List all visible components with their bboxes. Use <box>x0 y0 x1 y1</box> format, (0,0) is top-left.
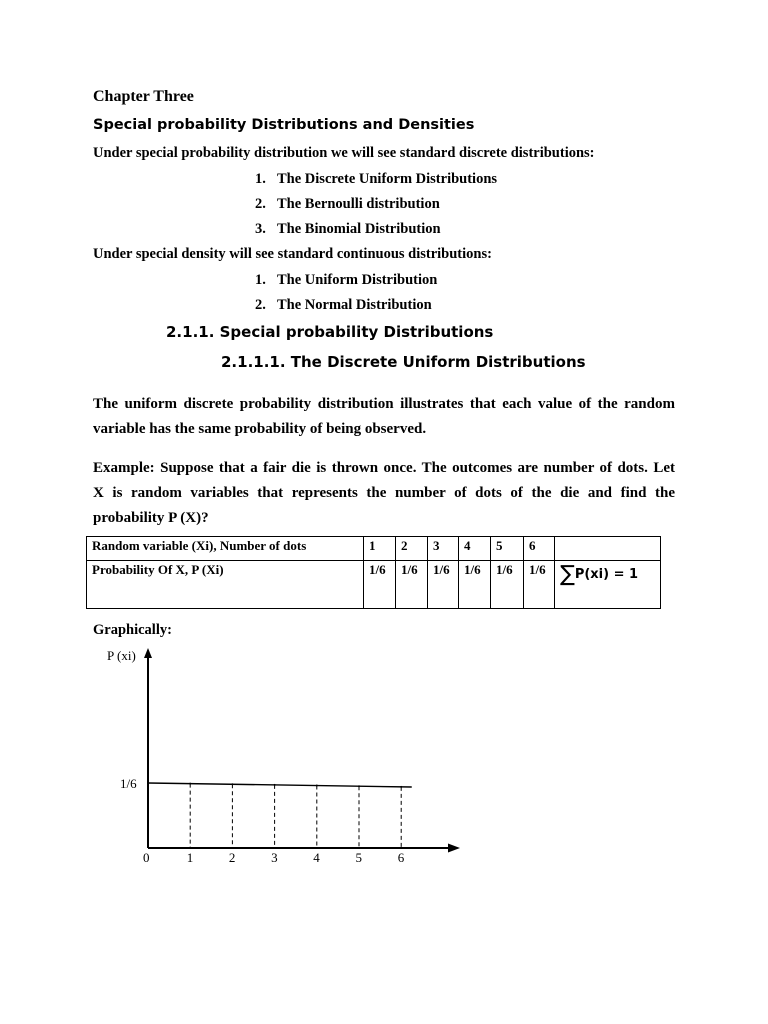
list-text: The Uniform Distribution <box>277 272 438 288</box>
list-number: 1. <box>255 272 266 288</box>
data-point <box>316 785 318 787</box>
table-cell: 1/6 <box>524 561 555 609</box>
x-tick-label: 2 <box>228 850 236 865</box>
list-text: The Normal Distribution <box>277 297 432 313</box>
subsection-title: 2.1.1. Special probability Distributions <box>166 323 494 341</box>
probability-line <box>148 783 412 787</box>
table-cell: 1/6 <box>364 561 396 609</box>
table-cell-label: Random variable (Xi), Number of dots <box>87 537 364 561</box>
table-cell: 1/6 <box>396 561 428 609</box>
table-cell: 6 <box>524 537 555 561</box>
table-cell: 1/6 <box>491 561 524 609</box>
paragraph-line: The uniform discrete probability distribution illustrates that each value of the random <box>93 396 675 412</box>
y-tick-label: 1/6 <box>120 776 137 791</box>
list-number: 2. <box>255 196 266 212</box>
table-cell: 1/6 <box>428 561 459 609</box>
table-cell: 4 <box>459 537 491 561</box>
list-number: 2. <box>255 297 266 313</box>
paragraph-line: Example: Suppose that a fair die is thrown once. The outcomes are number of dots. Let <box>93 460 675 476</box>
list-text: The Binomial Distribution <box>277 221 441 237</box>
sigma-symbol: ∑ <box>560 562 575 587</box>
x-axis-arrow <box>448 844 460 853</box>
data-point <box>231 783 233 785</box>
data-point <box>189 783 191 785</box>
table-cell: 5 <box>491 537 524 561</box>
list-number: 1. <box>255 171 266 187</box>
table-cell: 3 <box>428 537 459 561</box>
x-tick-label: 3 <box>271 850 278 865</box>
paragraph-line: X is random variables that represents the number of dots of the die and find the <box>93 485 675 501</box>
paragraph-line: probability P (X)? <box>93 510 209 526</box>
data-point <box>400 786 402 788</box>
x-tick-label: 5 <box>355 850 362 865</box>
table-cell: 2 <box>396 537 428 561</box>
data-point <box>358 785 360 787</box>
table-cell: 1 <box>364 537 396 561</box>
continuous-intro: Under special density will see standard continuous distributions: <box>93 246 492 262</box>
x-tick-label: 4 <box>313 850 320 865</box>
y-axis-label: P (xi) <box>107 648 136 663</box>
chapter-title: Chapter Three <box>93 88 194 105</box>
list-number: 3. <box>255 221 266 237</box>
graph-heading: Graphically: <box>93 622 172 638</box>
table-cell-label: Probability Of X, P (Xi) <box>87 561 364 609</box>
x-tick-label: 1 <box>186 850 194 865</box>
discrete-intro: Under special probability distribution we will see standard discrete distributions: <box>93 145 595 161</box>
y-axis-arrow <box>144 648 152 658</box>
x-tick-label: 6 <box>397 850 405 865</box>
data-point <box>274 784 276 786</box>
paragraph-line: variable has the same probability of being observed. <box>93 421 427 437</box>
table-cell: 1/6 <box>459 561 491 609</box>
list-text: The Discrete Uniform Distributions <box>277 171 498 187</box>
sum-text: P(xi) = 1 <box>574 567 639 582</box>
list-text: The Bernoulli distribution <box>277 196 440 212</box>
section-title: Special probability Distributions and Densities <box>93 117 475 133</box>
subsubsection-title: 2.1.1.1. The Discrete Uniform Distributions <box>221 353 586 371</box>
origin-label: 0 <box>143 850 150 865</box>
